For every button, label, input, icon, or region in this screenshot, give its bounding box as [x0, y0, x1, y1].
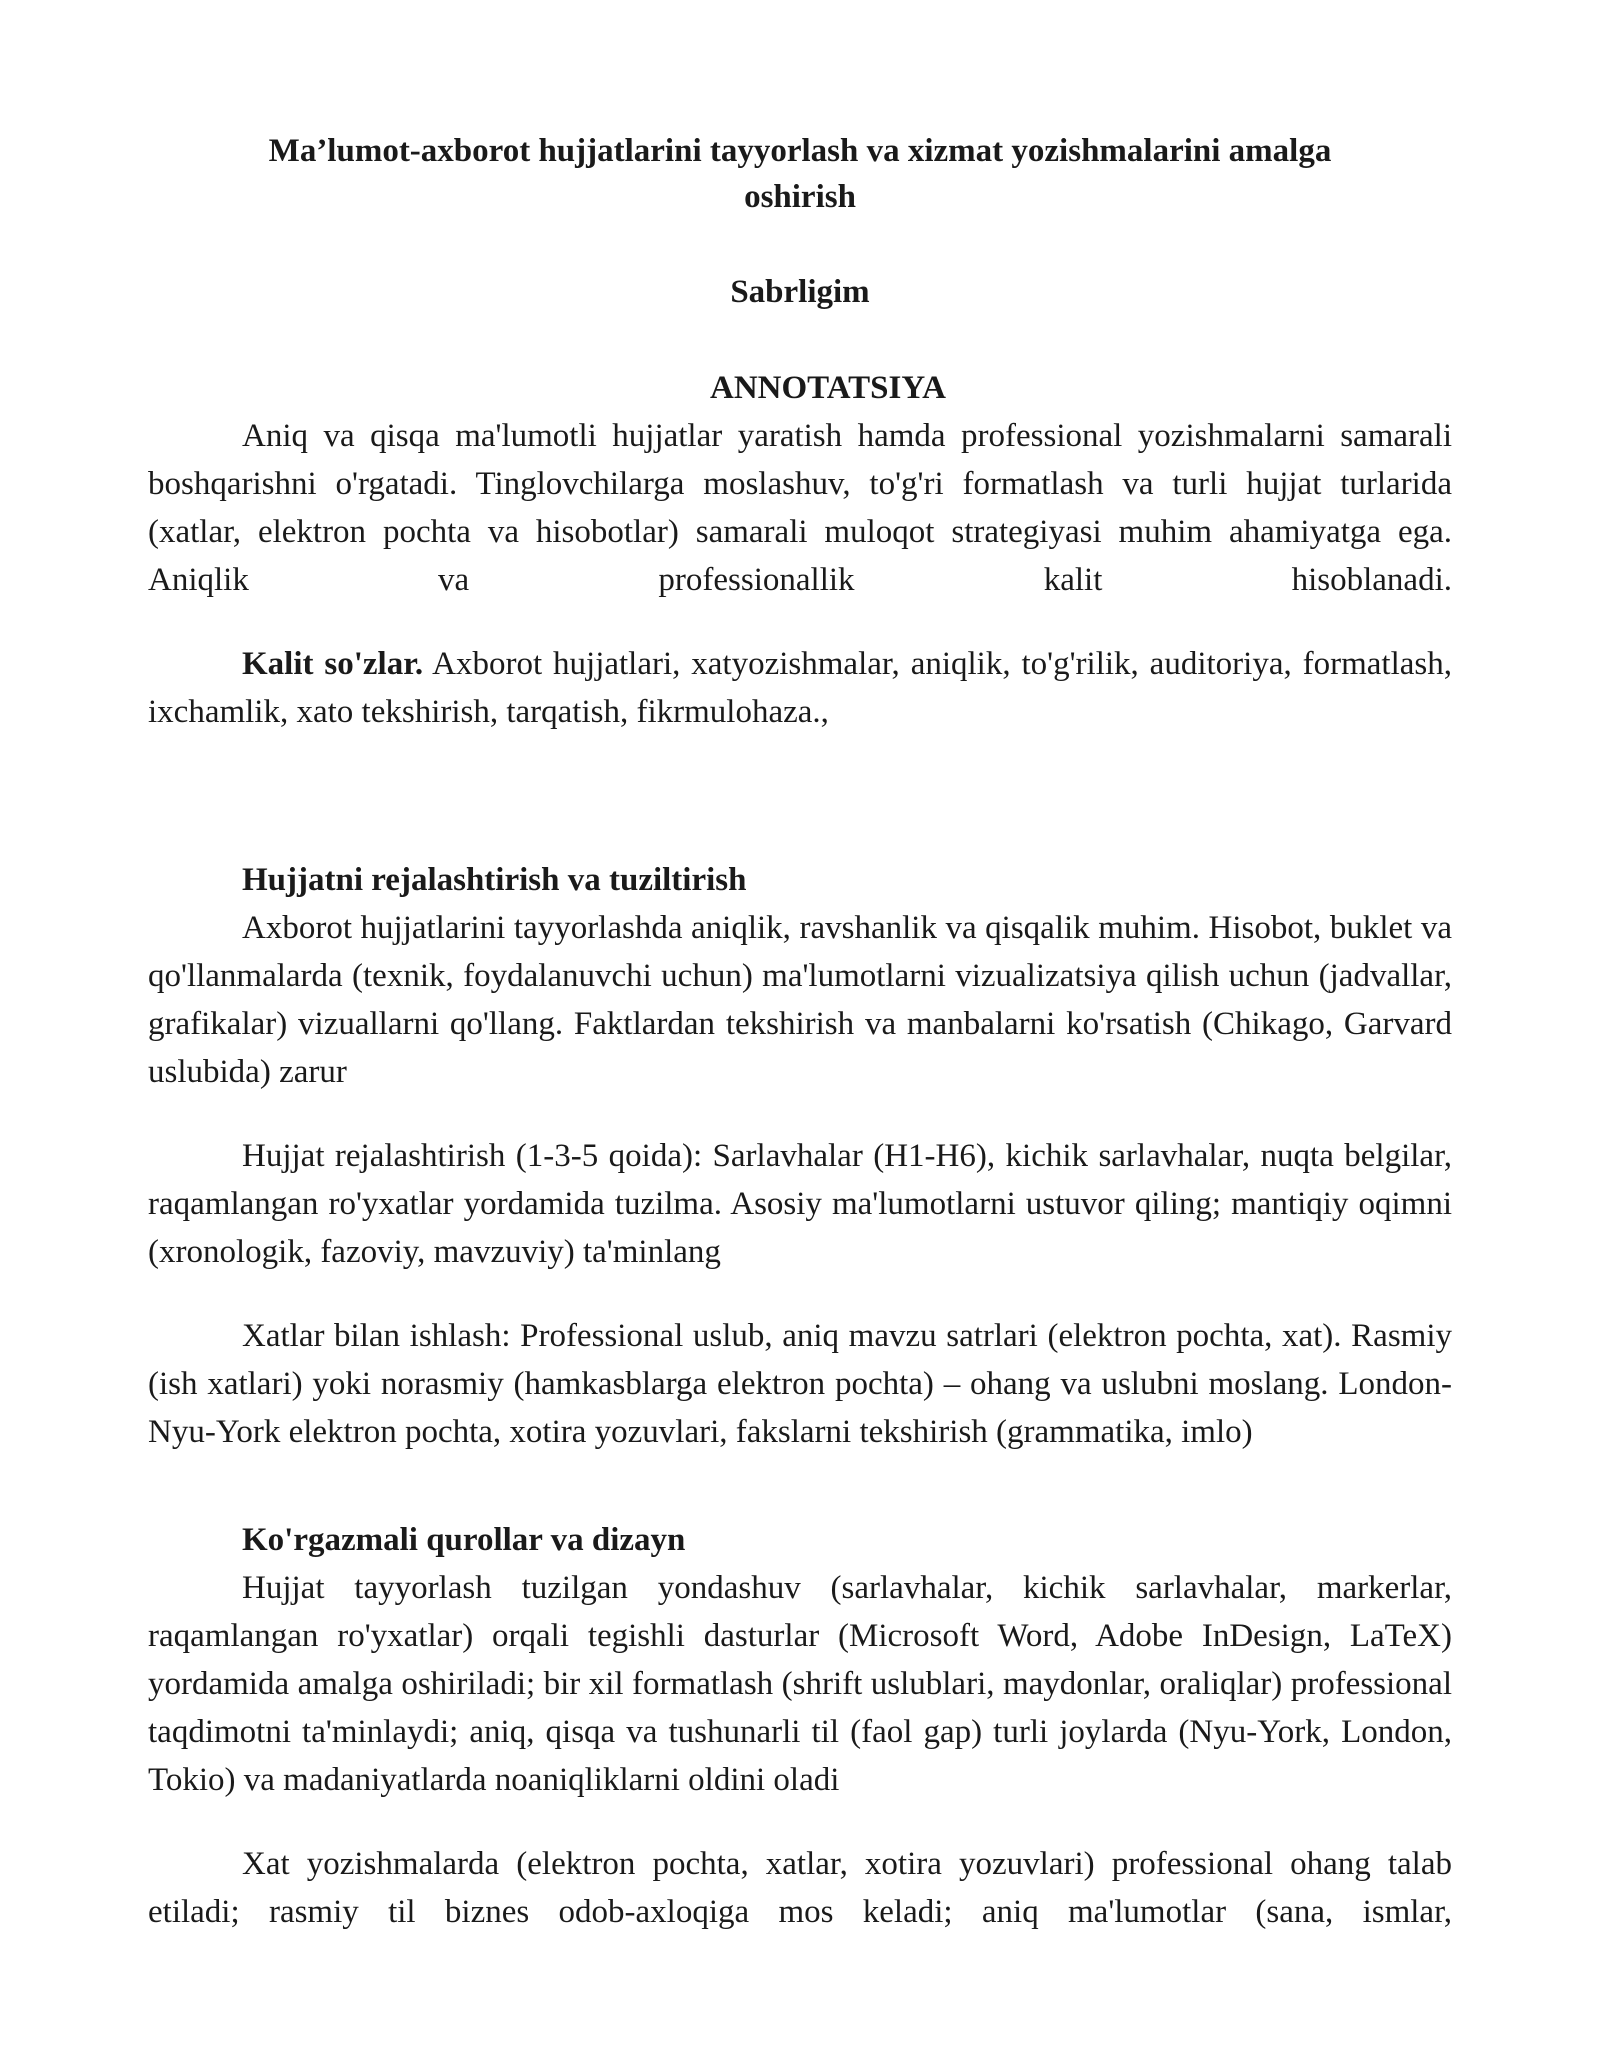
keywords-text: Axborot hujjatlari, xatyozishmalar, aniqlik, to'g'rilik, auditoriya, formatlash, ixchamlik, xato tekshirish, tarqatish, fikrmulohaza., [148, 646, 1452, 730]
section1-paragraph-3: Xatlar bilan ishlash: Professional uslub, aniq mavzu satrlari (elektron pochta, xat). Rasmiy (ish xatlari) yoki norasmiy (hamkasblarga elektron pochta) – ohang va uslubni moslang. London-Nyu-York elektron pochta, xotira yozuvlari, fakslarni tekshirish (grammatika, imlo) [148, 1318, 1452, 1450]
section2-paragraph-2: Xat yozishmalarda (elektron pochta, xatlar, xotira yozuvlari) professional ohang talab etiladi; rasmiy til biznes odob-axloqiga mos keladi; aniq ma'lumotlar (sana, ismlar, [148, 1846, 1452, 1930]
section-heading-visual-aids: Ko'rgazmali qurollar va dizayn [242, 1522, 686, 1558]
section-heading-planning: Hujjatni rejalashtirish va tuziltirish [242, 862, 747, 898]
annotation-paragraph: Aniq va qisqa ma'lumotli hujjatlar yaratish hamda professional yozishmalarni samarali boshqarishni o'rgatadi. Tinglovchilarga moslashuv, to'g'ri formatlash va turli hujjat turlarida (xatlar, elektron pochta va hisobotlar) samarali muloqot strategiyasi muhim ahamiyatga ega. Aniqlik va professionallik kalit hisoblanadi. [148, 418, 1452, 598]
annotation-heading: ANNOTATSIYA [710, 370, 946, 406]
section2-paragraph-1: Hujjat tayyorlash tuzilgan yondashuv (sarlavhalar, kichik sarlavhalar, markerlar, raqamlangan ro'yxatlar) orqali tegishli dasturlar (Microsoft Word, Adobe InDesign, LaTeX) yordamida amalga oshiriladi; bir xil formatlash (shrift uslublari, maydonlar, oraliqlar) professional taqdimotni ta'minlaydi; aniq, qisqa va tushunarli til (faol gap) turli joylarda (Nyu-York, London, Tokio) va madaniyatlarda noaniqliklarni oldini oladi [148, 1570, 1452, 1798]
document-title: Ma’lumot-axborot hujjatlarini tayyorlash va xizmat yozishmalarini amalga oshirish [268, 133, 1332, 215]
section1-paragraph-1: Axborot hujjatlarini tayyorlashda aniqlik, ravshanlik va qisqalik muhim. Hisobot, buklet va qo'llanmalarda (texnik, foydalanuvchi uchun) ma'lumotlarni vizualizatsiya qilish uchun (jadvallar, grafikalar) vizuallarni qo'llang. Faktlardan tekshirish va manbalarni ko'rsatish (Chikago, Garvard uslubida) zarur [148, 910, 1452, 1090]
section1-paragraph-2: Hujjat rejalashtirish (1-3-5 qoida): Sarlavhalar (H1-H6), kichik sarlavhalar, nuqta belgilar, raqamlangan ro'yxatlar yordamida tuzilma. Asosiy ma'lumotlarni ustuvor qiling; mantiqiy oqimni (xronologik, fazoviy, mavzuviy) ta'minlang [148, 1138, 1452, 1270]
author-name: Sabrligim [730, 274, 870, 310]
keywords-paragraph [148, 640, 1452, 736]
document-page [148, 128, 1452, 1936]
keywords-label: Kalit so'zlar. [242, 646, 424, 682]
